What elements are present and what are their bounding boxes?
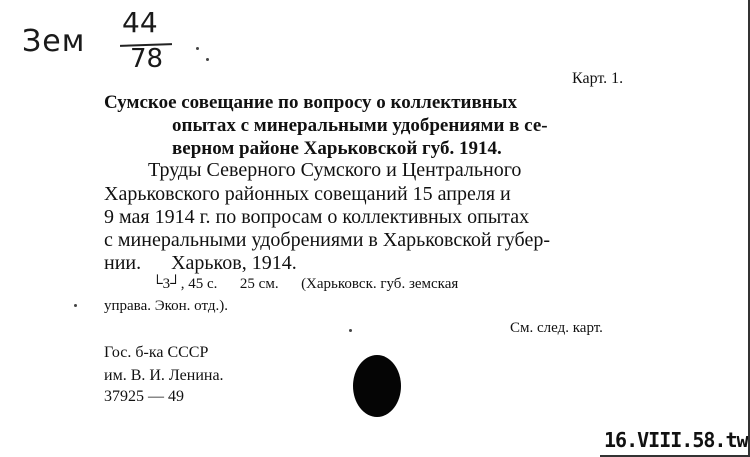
body-line-4: с минеральными удобрениями в Харьковской губер-: [104, 229, 550, 251]
speck: [349, 329, 352, 332]
collation-line-1: └3┘, 45 с. 25 см. (Харьковск. губ. земская: [152, 276, 459, 292]
handwritten-prefix: Зем: [22, 24, 86, 59]
handwritten-denominator: 78: [130, 44, 164, 74]
punch-hole: [353, 355, 401, 417]
date-stamp: 16.VIII.58.tw: [604, 428, 748, 452]
collation-line-2: управа. Экон. отд.).: [104, 298, 228, 314]
library-line-2: им. В. И. Ленина.: [104, 367, 224, 384]
handwritten-numerator: 44: [122, 6, 158, 39]
body-line-3: 9 мая 1914 г. по вопросам о коллективных опытах: [104, 206, 530, 228]
title-line-2: опытах с минеральными удобрениями в се-: [172, 115, 548, 136]
title-line-3: верном районе Харьковской губ. 1914.: [172, 138, 502, 159]
body-line-5: нии. Харьков, 1914.: [104, 252, 297, 274]
card-number: Карт. 1.: [572, 70, 624, 87]
library-line-1: Гос. б-ка СССР: [104, 344, 209, 361]
body-line-2: Харьковского районных совещаний 15 апреля и: [104, 183, 511, 205]
speck: [206, 58, 209, 61]
body-line-1: Труды Северного Сумского и Центрального: [148, 159, 522, 181]
see-next-card: См. след. карт.: [510, 320, 603, 336]
title-line-1: Сумское совещание по вопросу о коллективных: [104, 92, 518, 113]
library-line-3: 37925 — 49: [104, 388, 184, 405]
speck: [74, 304, 77, 307]
speck: [196, 47, 199, 50]
